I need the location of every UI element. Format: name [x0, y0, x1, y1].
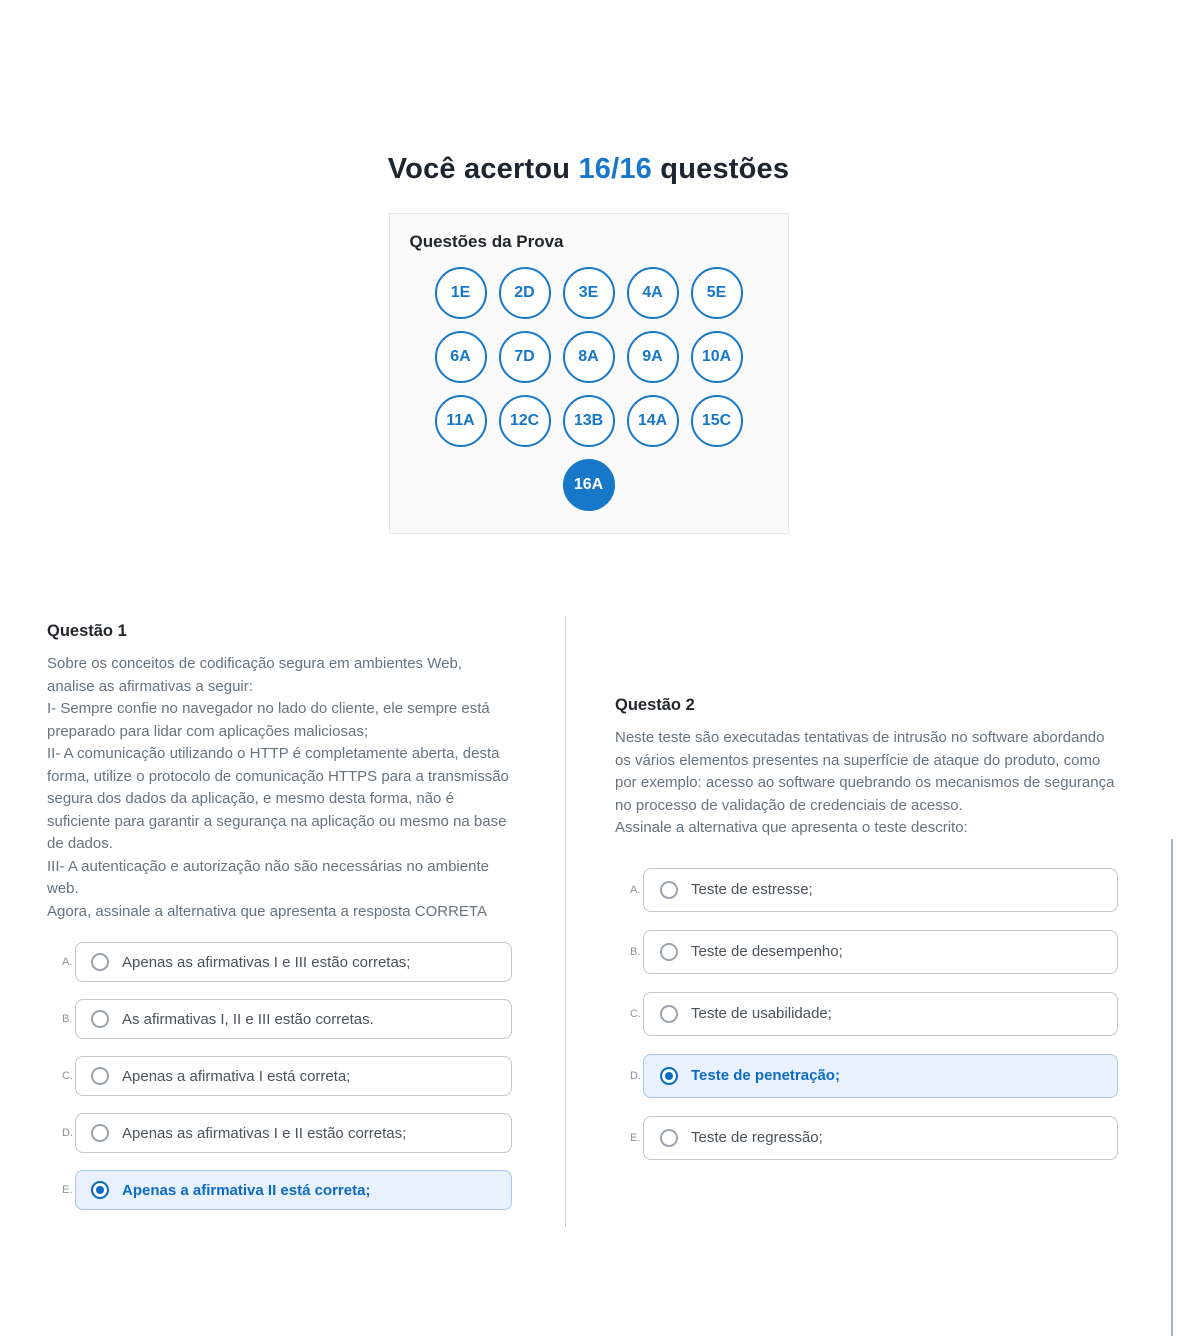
option-text: Teste de regressão; [691, 1129, 823, 1146]
question-paragraph: Sobre os conceitos de codificação segura em ambientes Web, analise as afirmativas a seguir: [47, 655, 462, 695]
option-box[interactable] [75, 1170, 512, 1210]
option-box[interactable] [643, 868, 1118, 912]
radio-icon[interactable] [660, 943, 678, 961]
option-row [47, 1056, 512, 1096]
question-paragraph: Neste teste são executadas tentativas de intrusão no software abordando os vários elementos presentes na superfície de ataque do produto, como por exemplo: acesso ao software quebrando os mecanismos de segurança no processo de validação de credenciais de acesso. [615, 729, 1115, 814]
question-badge[interactable]: 13B [563, 395, 615, 447]
question-badge[interactable]: 7D [499, 331, 551, 383]
question-paragraph: II- A comunicação utilizando o HTTP é completamente aberta, desta forma, utilize o protocolo de comunicação HTTPS para a transmissão segura dos dados da aplicação, e mesmo desta forma, não é suficiente para garantir a segurança na aplicação ou mesmo na base de dados. [47, 745, 509, 852]
option-row [615, 930, 1118, 974]
question-badge[interactable]: 16A [563, 459, 615, 511]
option-box[interactable] [643, 930, 1118, 974]
question-badge[interactable]: 15C [691, 395, 743, 447]
page-title [0, 153, 1177, 186]
radio-icon[interactable] [660, 1067, 678, 1085]
question-badge[interactable]: 10A [691, 331, 743, 383]
option-text: Apenas as afirmativas I e II estão corretas; [122, 1124, 407, 1142]
question-badge[interactable]: 12C [499, 395, 551, 447]
options-list [615, 868, 1118, 1160]
option-letter: B. [62, 1013, 73, 1025]
score-value: 16/16 [578, 153, 653, 185]
option-box[interactable] [75, 999, 512, 1039]
radio-icon[interactable] [660, 1129, 678, 1147]
question-badge[interactable]: 4A [627, 267, 679, 319]
option-row [47, 999, 512, 1039]
radio-icon[interactable] [91, 1124, 109, 1142]
option-row [615, 868, 1118, 912]
radio-icon[interactable] [91, 1067, 109, 1085]
radio-icon[interactable] [660, 881, 678, 899]
option-box[interactable] [643, 1054, 1118, 1098]
radio-icon[interactable] [91, 953, 109, 971]
option-letter: E. [62, 1184, 73, 1196]
option-box[interactable] [75, 1056, 512, 1096]
option-letter: D. [62, 1127, 73, 1139]
option-letter: E. [630, 1131, 641, 1144]
option-text: As afirmativas I, II e III estão corretas. [122, 1010, 374, 1028]
card-title: Questões da Prova [409, 232, 564, 251]
option-row [47, 1170, 512, 1210]
option-row [615, 992, 1118, 1036]
option-box[interactable] [75, 1113, 512, 1153]
option-row [615, 1054, 1118, 1098]
option-text: Apenas a afirmativa I está correta; [122, 1067, 351, 1085]
option-box[interactable] [643, 992, 1118, 1036]
question-badge[interactable]: 3E [563, 267, 615, 319]
question-title: Questão 2 [615, 696, 695, 714]
question-2-column [566, 616, 1177, 1227]
option-text: Apenas as afirmativas I e III estão corretas; [122, 953, 411, 971]
scrollbar-track[interactable] [1171, 839, 1173, 1336]
question-1-column [0, 616, 565, 1227]
badge-grid [433, 267, 745, 511]
options-list [47, 942, 512, 1210]
option-letter: A. [62, 956, 73, 968]
question-paragraph: Assinale a alternativa que apresenta o teste descrito: [615, 819, 968, 836]
option-letter: C. [62, 1070, 73, 1082]
questions-section [0, 616, 1177, 1227]
title-prefix: Você acertou [387, 153, 571, 185]
question-badge[interactable]: 2D [499, 267, 551, 319]
question-body [47, 653, 512, 923]
option-text: Teste de estresse; [691, 881, 813, 898]
option-text: Apenas a afirmativa II está correta; [122, 1181, 371, 1199]
question-paragraph: I- Sempre confie no navegador no lado do cliente, ele sempre está preparado para lidar com aplicações maliciosas; [47, 700, 490, 740]
radio-icon[interactable] [91, 1181, 109, 1199]
question-badge[interactable]: 11A [435, 395, 487, 447]
option-text: Teste de penetração; [691, 1067, 840, 1084]
question-paragraph: Agora, assinale a alternativa que apresenta a resposta CORRETA [47, 902, 487, 920]
radio-icon[interactable] [91, 1010, 109, 1028]
question-badge[interactable]: 14A [627, 395, 679, 447]
option-row [47, 942, 512, 982]
option-text: Teste de desempenho; [691, 943, 843, 960]
option-letter: D. [630, 1069, 641, 1082]
option-text: Teste de usabilidade; [691, 1005, 832, 1022]
question-badge[interactable]: 5E [691, 267, 743, 319]
question-badge[interactable]: 9A [627, 331, 679, 383]
question-paragraph: III- A autenticação e autorização não são necessárias no ambiente web. [47, 857, 489, 897]
option-box[interactable] [643, 1116, 1118, 1160]
option-letter: B. [630, 945, 641, 958]
quiz-results-page [0, 153, 1177, 1336]
option-row [47, 1113, 512, 1153]
option-letter: A. [630, 883, 641, 896]
question-title: Questão 1 [47, 622, 127, 640]
option-letter: C. [630, 1007, 641, 1020]
question-badge[interactable]: 1E [435, 267, 487, 319]
option-row [615, 1116, 1118, 1160]
question-badge[interactable]: 6A [435, 331, 487, 383]
title-suffix: questões [660, 153, 790, 185]
exam-questions-card [389, 213, 789, 534]
question-body [615, 727, 1118, 840]
option-box[interactable] [75, 942, 512, 982]
question-badge[interactable]: 8A [563, 331, 615, 383]
radio-icon[interactable] [660, 1005, 678, 1023]
